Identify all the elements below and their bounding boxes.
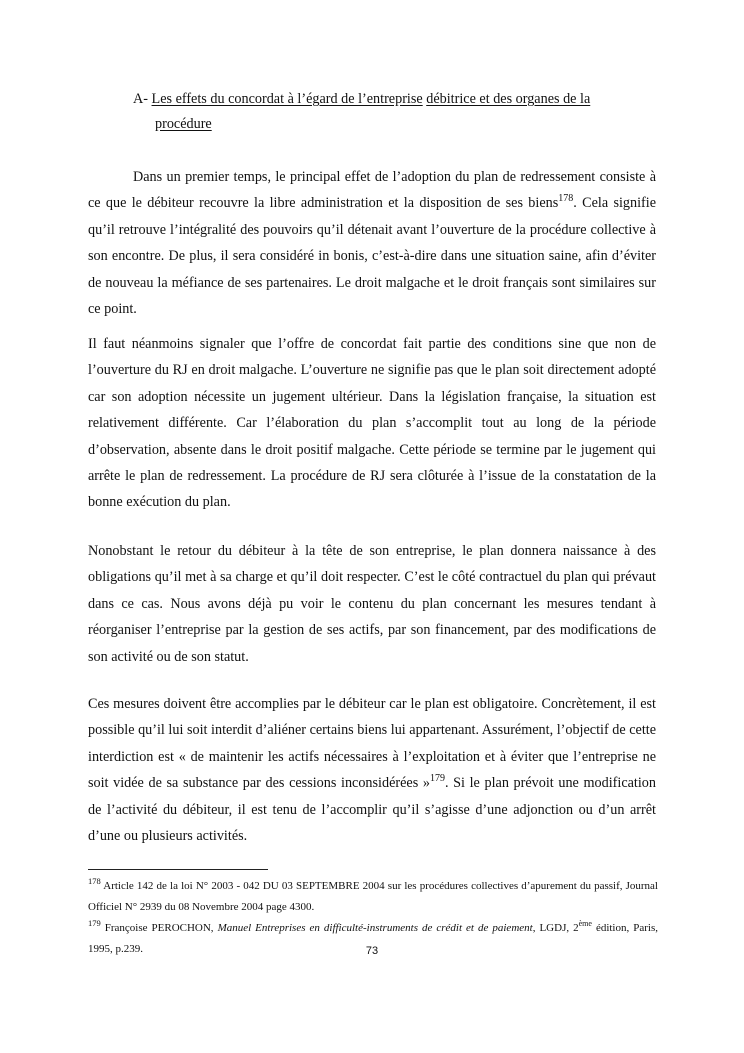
paragraph-3-text: Nonobstant le retour du débiteur à la tête de son entreprise, le plan donnera naissance à des obligations qu’il met à sa charge et qu’il doit respecter. C’est le côté contractuel du plan qui prévaut dans ce cas. Nous avons déjà pu voir le contenu du plan concernant les mesures tendant à réorganiser l’entreprise par la gestion de ses actifs, par son financement, par des modifications de son activité ou de son statut.	[88, 543, 656, 665]
paragraph-4-text-a: Ces mesures doivent être accomplies par le débiteur car le plan est obligatoire. Concrètement, il est possible qu’il lui soit interdit d’aliéner certains biens lui appartenant. Assurément, l’objectif de cette interdiction est « de maintenir les actifs nécessaires à l’exploitation et à éviter que l’entreprise ne soit vidée de sa substance par des cessions inconsidérées »	[88, 696, 656, 792]
footnote-178-number: 178	[88, 876, 101, 886]
footnote-179-number: 179	[88, 918, 101, 928]
section-heading	[133, 87, 633, 137]
paragraph-2-text: Il faut néanmoins signaler que l’offre de concordat fait partie des conditions sine que non de l’ouverture du RJ en droit malgache. L’ouverture ne signifie pas que le plan soit directement adopté car son adoption nécessite un jugement ultérieur. Dans la législation française, la situation est relativement différente. Car l’élaboration du plan s’accomplit tout au long de la période d’observation, absente dans le droit positif malgache. Cette période se termine par le jugement qui arrête le plan de redressement. La procédure de RJ sera clôturée à l’issue de la constatation de la bonne exécution du plan.	[88, 336, 656, 511]
footnote-179-publisher: , LGDJ, 2	[532, 922, 579, 934]
paragraph-4	[88, 691, 656, 849]
footnote-179-edition-sup: ème	[578, 919, 592, 928]
heading-title-part2: débitrice et des organes de la	[426, 91, 591, 107]
page-number: 73	[365, 945, 379, 957]
paragraph-1	[88, 164, 656, 322]
footnote-179-author: Françoise PEROCHON,	[100, 922, 218, 934]
paragraph-1-text-b: . Cela signifie qu’il retrouve l’intégralité des pouvoirs qu’il détenait avant l’ouverture de la procédure collective à son encontre. De plus, il sera considéré in bonis, c’est-à-dire dans une situation saine, afin d’éviter de nouveau la méfiance de ses partenaires. Le droit malgache et le droit français sont similaires sur ce point.	[88, 195, 656, 318]
footnote-178-text: Article 142 de la loi N° 2003 - 042 DU 03 SEPTEMBRE 2004 sur les procédures collectives d’apurement du passif, Journal Officiel N° 2939 du 08 Novembre 2004 page 4300.	[88, 880, 658, 913]
footnote-179-rest: édition, Paris, 1995, p.239.	[88, 922, 658, 955]
footnote-separator	[88, 869, 268, 870]
footnote-178	[88, 876, 658, 918]
paragraph-2	[88, 331, 656, 516]
paragraph-1-text-a: Dans un premier temps, le principal effet de l’adoption du plan de redressement consiste à ce que le débiteur recouvre la libre administration et la disposition de ses biens	[88, 169, 656, 212]
footnote-ref-178: 178	[558, 193, 574, 205]
paragraph-3	[88, 538, 656, 670]
footnote-ref-179: 179	[429, 773, 445, 785]
heading-title-part1: Les effets du concordat à l’égard de l’entreprise	[151, 91, 423, 107]
paragraph-4-text-b: . Si le plan prévoit une modification de l’activité du débiteur, il est tenu de l’accomplir qu’il s’agisse d’une adjonction ou d’un arrêt d’une ou plusieurs activités.	[88, 775, 656, 845]
footnote-179-title: Manuel Entreprises en difficulté-instruments de crédit et de paiement	[217, 922, 533, 934]
heading-title-part3: procédure	[155, 116, 212, 132]
heading-prefix: A-	[133, 91, 152, 107]
